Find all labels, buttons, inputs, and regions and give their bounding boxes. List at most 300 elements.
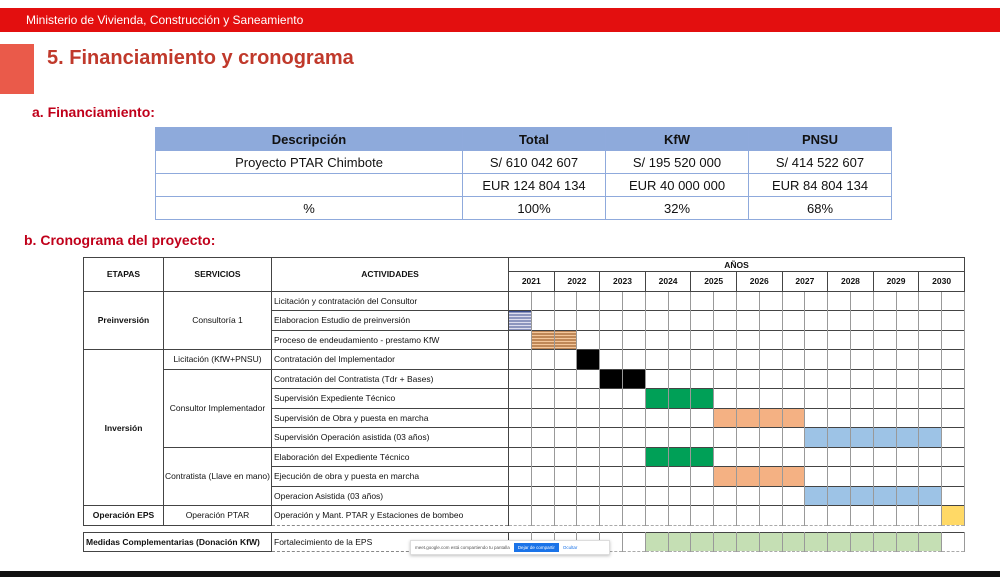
- gantt-cell: [622, 330, 645, 350]
- gantt-cell: [759, 532, 782, 552]
- activity-label: Fortalecimiento de la EPS: [272, 532, 509, 552]
- gantt-cell: [622, 467, 645, 487]
- stop-sharing-button[interactable]: Dejar de compartir: [514, 543, 559, 552]
- gantt-cell: [577, 311, 600, 331]
- gantt-cell: [509, 486, 532, 506]
- gantt-cell: [577, 447, 600, 467]
- gantt-cell: [828, 350, 851, 370]
- gantt-cell: [714, 291, 737, 311]
- gantt-cell: [759, 389, 782, 409]
- gantt-bar-contractor: [600, 369, 623, 389]
- gantt-cell: [873, 389, 896, 409]
- financing-cell: 68%: [749, 197, 892, 220]
- year-2027: 2027: [782, 272, 828, 292]
- gantt-cell: [805, 330, 828, 350]
- schedule-subtitle: b. Cronograma del proyecto:: [24, 232, 216, 248]
- gantt-cell: [873, 291, 896, 311]
- gantt-cell: [782, 291, 805, 311]
- gantt-cell: [531, 408, 554, 428]
- schedule-header-row: [84, 258, 965, 272]
- gantt-cell: [645, 486, 668, 506]
- gantt-cell: [645, 369, 668, 389]
- gantt-cell: [691, 506, 714, 526]
- gantt-cell: [668, 350, 691, 370]
- gantt-cell: [668, 447, 691, 467]
- year-2026: 2026: [736, 272, 782, 292]
- year-2025: 2025: [691, 272, 737, 292]
- financing-cell: S/ 414 522 607: [749, 151, 892, 174]
- gantt-cell: [736, 428, 759, 448]
- gantt-cell: [622, 350, 645, 370]
- gantt-cell: [896, 428, 919, 448]
- gantt-cell: [942, 330, 965, 350]
- gantt-cell: [691, 330, 714, 350]
- gantt-cell: [736, 408, 759, 428]
- gantt-cell: [714, 350, 737, 370]
- gantt-cell: [668, 532, 691, 552]
- financing-cell: 100%: [463, 197, 606, 220]
- activity-label: Operacion Asistida (03 años): [272, 486, 509, 506]
- year-2022: 2022: [554, 272, 600, 292]
- table-row: [84, 506, 965, 526]
- financing-cell: EUR 40 000 000: [606, 174, 749, 197]
- gantt-cell: [509, 389, 532, 409]
- gantt-bar-ejecucion-obra: [714, 467, 737, 487]
- gantt-cell: [736, 369, 759, 389]
- gantt-bar-implementer: [577, 350, 600, 370]
- gantt-cell: [622, 291, 645, 311]
- gantt-cell: [828, 532, 851, 552]
- gantt-cell: [622, 428, 645, 448]
- bottom-border: [0, 571, 1000, 577]
- financing-header-cell: KfW: [606, 128, 749, 151]
- gantt-cell: [782, 428, 805, 448]
- gantt-cell: [942, 428, 965, 448]
- gantt-cell: [873, 311, 896, 331]
- gantt-cell: [554, 486, 577, 506]
- gantt-cell: [600, 428, 623, 448]
- gantt-cell: [554, 350, 577, 370]
- gantt-cell: [919, 350, 942, 370]
- activity-label: Supervisión Expediente Técnico: [272, 389, 509, 409]
- financing-cell: Proyecto PTAR Chimbote: [156, 151, 463, 174]
- gantt-cell: [645, 467, 668, 487]
- gantt-cell: [622, 486, 645, 506]
- gantt-cell: [942, 350, 965, 370]
- financing-cell: 32%: [606, 197, 749, 220]
- gantt-cell: [554, 389, 577, 409]
- gantt-cell: [896, 467, 919, 487]
- gantt-cell: [873, 350, 896, 370]
- gantt-cell: [668, 311, 691, 331]
- gantt-cell: [896, 369, 919, 389]
- gantt-cell: [759, 291, 782, 311]
- service-consultoria: Consultoría 1: [164, 291, 272, 350]
- ministry-header-bar: [0, 8, 1000, 32]
- gantt-cell: [577, 369, 600, 389]
- gantt-cell: [577, 428, 600, 448]
- gantt-cell: [554, 447, 577, 467]
- gantt-cell: [509, 467, 532, 487]
- gantt-cell: [759, 311, 782, 331]
- gantt-cell: [828, 291, 851, 311]
- title-accent-block: [0, 44, 34, 94]
- gantt-cell: [805, 311, 828, 331]
- gantt-cell: [850, 350, 873, 370]
- gantt-cell: [531, 428, 554, 448]
- gantt-cell: [805, 350, 828, 370]
- gantt-cell: [509, 291, 532, 311]
- gantt-cell: [554, 506, 577, 526]
- gantt-cell: [828, 486, 851, 506]
- gantt-cell: [577, 330, 600, 350]
- gantt-cell: [805, 506, 828, 526]
- gantt-cell: [714, 428, 737, 448]
- gantt-cell: [691, 291, 714, 311]
- gantt-cell: [736, 350, 759, 370]
- financing-cell: S/ 195 520 000: [606, 151, 749, 174]
- gantt-cell: [942, 389, 965, 409]
- activity-label: Ejecución de obra y puesta en marcha: [272, 467, 509, 487]
- gantt-cell: [600, 350, 623, 370]
- service-operacion: Operación PTAR: [164, 506, 272, 526]
- gantt-bar-supervision-expediente: [645, 389, 668, 409]
- gantt-cell: [873, 408, 896, 428]
- gantt-cell: [577, 389, 600, 409]
- gantt-cell: [622, 506, 645, 526]
- gantt-cell: [645, 330, 668, 350]
- gantt-cell: [509, 408, 532, 428]
- gantt-cell: [531, 291, 554, 311]
- gantt-cell: [873, 369, 896, 389]
- gantt-cell: [828, 389, 851, 409]
- gantt-cell: [919, 486, 942, 506]
- gantt-cell: [850, 408, 873, 428]
- financing-header-cell: Total: [463, 128, 606, 151]
- gantt-cell: [759, 369, 782, 389]
- gantt-cell: [736, 506, 759, 526]
- activity-label: Licitación y contratación del Consultor: [272, 291, 509, 311]
- gantt-cell: [919, 428, 942, 448]
- financing-row: [156, 151, 892, 174]
- gantt-cell: [691, 447, 714, 467]
- gantt-cell: [896, 330, 919, 350]
- gantt-cell: [668, 467, 691, 487]
- gantt-cell: [759, 408, 782, 428]
- financing-header-row: [156, 128, 892, 151]
- stage-medidas: Medidas Complementarias (Donación KfW): [84, 532, 272, 552]
- gantt-cell: [782, 311, 805, 331]
- gantt-cell: [622, 408, 645, 428]
- gantt-cell: [531, 350, 554, 370]
- gantt-cell: [668, 369, 691, 389]
- activity-label: Contratación del Implementador: [272, 350, 509, 370]
- gantt-cell: [850, 486, 873, 506]
- gantt-cell: [850, 369, 873, 389]
- gantt-cell: [691, 350, 714, 370]
- financing-cell: EUR 124 804 134: [463, 174, 606, 197]
- gantt-cell: [691, 467, 714, 487]
- gantt-cell: [873, 467, 896, 487]
- gantt-cell: [850, 330, 873, 350]
- gantt-cell: [782, 486, 805, 506]
- gantt-cell: [645, 291, 668, 311]
- gantt-cell: [873, 532, 896, 552]
- gantt-cell: [896, 389, 919, 409]
- gantt-cell: [691, 389, 714, 409]
- gantt-cell: [668, 506, 691, 526]
- gantt-cell: [509, 428, 532, 448]
- gantt-cell: [622, 311, 645, 331]
- gantt-cell: [782, 532, 805, 552]
- header-servicios: SERVICIOS: [164, 258, 272, 292]
- gantt-cell: [896, 291, 919, 311]
- gantt-cell: [759, 506, 782, 526]
- gantt-cell: [645, 506, 668, 526]
- gantt-cell: [600, 447, 623, 467]
- gantt-cell: [942, 467, 965, 487]
- gantt-cell: [577, 408, 600, 428]
- gantt-cell: [577, 506, 600, 526]
- header-actividades: ACTIVIDADES: [272, 258, 509, 292]
- gantt-cell: [554, 428, 577, 448]
- gantt-cell: [600, 408, 623, 428]
- gantt-cell: [828, 428, 851, 448]
- gantt-cell: [531, 389, 554, 409]
- gantt-cell: [509, 369, 532, 389]
- gantt-cell: [873, 428, 896, 448]
- gantt-cell: [805, 389, 828, 409]
- gantt-cell: [850, 506, 873, 526]
- gantt-cell: [805, 467, 828, 487]
- gantt-cell: [714, 311, 737, 331]
- year-2030: 2030: [919, 272, 965, 292]
- gantt-cell: [919, 447, 942, 467]
- table-row: [84, 369, 965, 389]
- gantt-cell: [668, 486, 691, 506]
- gantt-cell: [714, 389, 737, 409]
- gantt-cell: [942, 369, 965, 389]
- gantt-bar-supervision-obra: [714, 408, 737, 428]
- gantt-cell: [782, 408, 805, 428]
- gantt-cell: [782, 369, 805, 389]
- gantt-cell: [782, 467, 805, 487]
- gantt-cell: [942, 408, 965, 428]
- gantt-cell: [873, 447, 896, 467]
- gantt-cell: [509, 330, 532, 350]
- gantt-cell: [873, 486, 896, 506]
- gantt-cell: [600, 389, 623, 409]
- gantt-cell: [736, 330, 759, 350]
- gantt-cell: [714, 532, 737, 552]
- gantt-cell: [600, 330, 623, 350]
- gantt-cell: [828, 330, 851, 350]
- gantt-cell: [577, 486, 600, 506]
- gantt-cell: [919, 408, 942, 428]
- gantt-cell: [736, 389, 759, 409]
- screen-share-notification: [410, 540, 610, 555]
- gantt-cell: [896, 408, 919, 428]
- gantt-cell: [919, 311, 942, 331]
- gantt-cell: [942, 311, 965, 331]
- gantt-cell: [714, 506, 737, 526]
- stage-operacion: Operación EPS: [84, 506, 164, 526]
- gantt-bar-expediente: [645, 447, 668, 467]
- gantt-cell: [919, 532, 942, 552]
- gantt-cell: [531, 486, 554, 506]
- activity-label: Contratación del Contratista (Tdr + Bases): [272, 369, 509, 389]
- gantt-cell: [531, 506, 554, 526]
- gantt-cell: [691, 486, 714, 506]
- ministry-name: Ministerio de Vivienda, Construcción y Saneamiento: [26, 13, 304, 27]
- gantt-cell: [645, 311, 668, 331]
- gantt-cell: [645, 428, 668, 448]
- gantt-cell: [714, 330, 737, 350]
- service-licitacion: Licitación (KfW+PNSU): [164, 350, 272, 370]
- gantt-cell: [850, 311, 873, 331]
- gantt-cell: [850, 447, 873, 467]
- activity-label: Supervisión de Obra y puesta en marcha: [272, 408, 509, 428]
- gantt-cell: [805, 291, 828, 311]
- gantt-cell: [828, 506, 851, 526]
- financing-cell: S/ 610 042 607: [463, 151, 606, 174]
- financing-cell: EUR 84 804 134: [749, 174, 892, 197]
- gantt-cell: [828, 311, 851, 331]
- gantt-cell: [759, 467, 782, 487]
- financing-header-cell: PNSU: [749, 128, 892, 151]
- gantt-cell: [896, 486, 919, 506]
- year-2023: 2023: [600, 272, 646, 292]
- year-2024: 2024: [645, 272, 691, 292]
- financing-header-cell: Descripción: [156, 128, 463, 151]
- gantt-cell: [805, 369, 828, 389]
- gantt-cell: [622, 447, 645, 467]
- financing-table: [155, 127, 892, 220]
- financing-row: [156, 174, 892, 197]
- gantt-cell: [531, 447, 554, 467]
- gantt-bar-supervision-operacion: [805, 428, 828, 448]
- financing-cell: [156, 174, 463, 197]
- gantt-cell: [691, 532, 714, 552]
- service-consultor: Consultor Implementador: [164, 369, 272, 447]
- gantt-cell: [850, 428, 873, 448]
- header-etapas: ETAPAS: [84, 258, 164, 292]
- gantt-cell: [873, 330, 896, 350]
- gantt-cell: [668, 389, 691, 409]
- gantt-cell: [805, 447, 828, 467]
- gantt-cell: [554, 291, 577, 311]
- gantt-cell: [531, 467, 554, 487]
- gantt-cell: [600, 467, 623, 487]
- gantt-cell: [919, 330, 942, 350]
- gantt-cell: [850, 291, 873, 311]
- gantt-cell: [714, 447, 737, 467]
- gantt-cell: [554, 311, 577, 331]
- activity-label: Elaboración del Expediente Técnico: [272, 447, 509, 467]
- gantt-cell: [668, 291, 691, 311]
- gantt-cell: [531, 369, 554, 389]
- gantt-cell: [759, 428, 782, 448]
- gantt-cell: [554, 369, 577, 389]
- hide-notification-button[interactable]: Ocultar: [562, 545, 578, 550]
- gantt-cell: [736, 291, 759, 311]
- gantt-cell: [805, 532, 828, 552]
- gantt-cell: [828, 467, 851, 487]
- table-row: [84, 447, 965, 467]
- page-title: 5. Financiamiento y cronograma: [47, 47, 354, 69]
- gantt-cell: [714, 369, 737, 389]
- gantt-cell: [691, 311, 714, 331]
- gantt-cell: [850, 467, 873, 487]
- gantt-cell: [736, 486, 759, 506]
- gantt-cell: [782, 447, 805, 467]
- gantt-cell: [942, 291, 965, 311]
- financing-cell: %: [156, 197, 463, 220]
- gantt-bar-operacion-asistida: [805, 486, 828, 506]
- share-notification-text: meet.google.com está compartiendo tu pantalla: [415, 545, 510, 550]
- gantt-cell: [942, 486, 965, 506]
- gantt-cell: [554, 467, 577, 487]
- year-2029: 2029: [873, 272, 919, 292]
- gantt-cell: [850, 389, 873, 409]
- activity-label: Proceso de endeudamiento - prestamo KfW: [272, 330, 509, 350]
- activity-label: Elaboracion Estudio de preinversión: [272, 311, 509, 331]
- gantt-cell: [554, 408, 577, 428]
- gantt-cell: [645, 408, 668, 428]
- gantt-cell: [850, 532, 873, 552]
- gantt-cell: [509, 350, 532, 370]
- gantt-cell: [782, 389, 805, 409]
- gantt-bar-preinversion-study: [509, 311, 532, 331]
- gantt-cell: [782, 330, 805, 350]
- gantt-cell: [919, 506, 942, 526]
- gantt-cell: [577, 291, 600, 311]
- year-2028: 2028: [828, 272, 874, 292]
- gantt-cell: [919, 369, 942, 389]
- gantt-cell: [736, 447, 759, 467]
- gantt-cell: [896, 506, 919, 526]
- gantt-bar-fortalecimiento: [645, 532, 668, 552]
- gantt-cell: [668, 330, 691, 350]
- gantt-cell: [645, 350, 668, 370]
- gantt-cell: [691, 408, 714, 428]
- gantt-cell: [509, 447, 532, 467]
- gantt-cell: [782, 350, 805, 370]
- gantt-cell: [828, 408, 851, 428]
- gantt-cell: [759, 486, 782, 506]
- financing-subtitle: a. Financiamiento:: [32, 104, 155, 120]
- gantt-bar-loan-process: [531, 330, 554, 350]
- gantt-cell: [873, 506, 896, 526]
- gantt-cell: [896, 311, 919, 331]
- gantt-cell: [919, 389, 942, 409]
- gantt-cell: [942, 532, 965, 552]
- table-row: [84, 350, 965, 370]
- gantt-cell: [622, 369, 645, 389]
- gantt-cell: [600, 311, 623, 331]
- gantt-cell: [759, 330, 782, 350]
- activity-label: Operación y Mant. PTAR y Estaciones de bombeo: [272, 506, 509, 526]
- service-contratista: Contratista (Llave en mano): [164, 447, 272, 506]
- gantt-cell: [691, 428, 714, 448]
- gantt-cell: [736, 532, 759, 552]
- gantt-cell: [919, 291, 942, 311]
- financing-row: [156, 197, 892, 220]
- gantt-cell: [759, 447, 782, 467]
- gantt-cell: [691, 369, 714, 389]
- gantt-cell: [736, 467, 759, 487]
- gantt-cell: [600, 506, 623, 526]
